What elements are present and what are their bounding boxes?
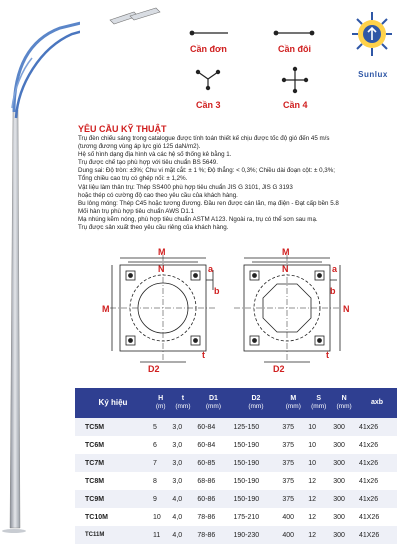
- cell: 4,0: [172, 495, 183, 503]
- cell: 3,0: [172, 459, 183, 467]
- cell-code: TC7M: [85, 459, 105, 467]
- cell-code: TC8M: [85, 477, 105, 485]
- cell: 6: [153, 441, 157, 449]
- cell: 375: [282, 459, 295, 467]
- cell: 300: [333, 441, 345, 449]
- cell: 375: [282, 495, 295, 503]
- requirement-line: Trụ đèn chiếu sáng trong catalogue được tính toán thiết kế chịu được tốc độ gió đến 45 m/s: [78, 135, 330, 142]
- dim-label-t-left: t: [202, 350, 205, 360]
- cell-code: TC11M: [85, 532, 105, 538]
- requirement-line: Trụ được sản xuất theo yêu cầu riêng của khách hàng.: [78, 224, 229, 232]
- cell: 60-85: [197, 459, 216, 467]
- cell: 12: [308, 531, 316, 539]
- dim-label-d2-left: D2: [148, 364, 160, 374]
- cell: 41x26: [359, 459, 379, 467]
- cell-code: TC6M: [85, 441, 105, 449]
- cell: 8: [153, 477, 157, 485]
- cell: 60-84: [197, 423, 216, 431]
- requirement-line: Hệ số hình dạng địa hình và các hệ số thống kê bằng 1.: [78, 151, 232, 159]
- requirement-line: Bu lông móng: Thép C45 hoặc tương đương. Đầu ren được cán lăn, mạ điện - Đạt cấp bền 5.8: [78, 199, 339, 207]
- cell: 300: [333, 477, 345, 485]
- cell: 12: [308, 495, 316, 503]
- requirement-line: Tổng chiều cao trụ có ghép nối: ± 1,2%.: [78, 175, 188, 183]
- cell: 150-190: [233, 441, 260, 449]
- col-header-s: S (mm): [306, 388, 331, 418]
- col-header-code: Ký hiệu: [75, 388, 151, 418]
- cell: 41x26: [359, 423, 379, 431]
- col-header-axb: axb: [357, 388, 397, 418]
- arm-label-double: Cần đôi: [278, 44, 311, 54]
- cell: 4,0: [172, 531, 183, 539]
- cell: 300: [333, 459, 345, 467]
- requirement-line: Vật liệu làm thân trụ: Thép SS400 phù hợp tiêu chuẩn JIS G 3101, JIS G 3193: [78, 183, 293, 191]
- dim-label-t-right: t: [326, 350, 329, 360]
- cell: 41X26: [359, 513, 380, 521]
- cell: 375: [282, 423, 295, 431]
- dim-label-n-side-right: N: [343, 304, 350, 314]
- table-row: [75, 436, 397, 454]
- cell: 10: [308, 441, 316, 449]
- cell: 41x26: [359, 441, 379, 449]
- col-header-n: N (mm): [331, 388, 357, 418]
- cell: 400: [282, 531, 295, 539]
- table-row: [75, 526, 397, 544]
- cell: 60-86: [197, 495, 216, 503]
- requirements-title: YÊU CẦU KỸ THUẬT: [78, 124, 167, 134]
- cell: 41X26: [359, 531, 380, 539]
- col-header-d2: D2 (mm): [231, 388, 280, 418]
- requirement-line: Dung sai: Độ tròn: ±3%; Chu vi mặt cắt: ± 1 %; Độ thẳng: < 0,3%; Chiều dài đoạn cột: ± 0,3%;: [78, 167, 335, 175]
- cell: 41x26: [359, 477, 379, 485]
- cell: 10: [308, 459, 316, 467]
- table-row: [75, 472, 397, 490]
- requirement-line: Mạ nhúng kẽm nóng, phù hợp tiêu chuẩn ASTM A123. Ngoài ra, trụ có thể sơn sau mạ.: [78, 215, 318, 223]
- table-row: [75, 508, 397, 526]
- cell: 190-230: [233, 531, 260, 539]
- table-row: [75, 418, 397, 436]
- cell-code: TC10M: [85, 513, 108, 521]
- col-header-t: t (mm): [170, 388, 195, 418]
- cell: 3,0: [172, 423, 183, 431]
- dim-label-b-left: b: [214, 286, 220, 296]
- cell: 7: [153, 459, 157, 467]
- cell: 150-190: [233, 459, 260, 467]
- cell-code: TC9M: [85, 495, 105, 503]
- cell: 60-84: [197, 441, 216, 449]
- brand-name: Sunlux: [358, 70, 388, 79]
- cell: 41x26: [359, 495, 379, 503]
- cell: 10: [308, 423, 316, 431]
- cell: 400: [282, 513, 295, 521]
- cell: 12: [308, 513, 316, 521]
- requirement-line: Trụ được chế tạo phù hợp với tiêu chuẩn BS 5649.: [78, 159, 218, 167]
- cell: 300: [333, 513, 345, 521]
- dim-label-a-left: a: [208, 264, 214, 274]
- spec-table: [75, 388, 397, 544]
- arm-label-triple: Cần 3: [196, 100, 221, 110]
- cell: 300: [333, 423, 345, 431]
- dim-label-m-left: M: [158, 247, 166, 257]
- requirement-line: (tương đương vùng áp lực gió 125 daN/m2).: [78, 143, 201, 151]
- col-header-m: M (mm): [280, 388, 306, 418]
- cell: 5: [153, 423, 157, 431]
- cell: 78-86: [197, 531, 216, 539]
- dim-label-m-side-left: M: [102, 304, 110, 314]
- cell: 3,0: [172, 441, 183, 449]
- requirement-line: hoặc thép có cường độ cao theo yêu cầu của khách hàng.: [78, 191, 238, 199]
- cell: 175-210: [233, 513, 260, 521]
- cell: 375: [282, 441, 295, 449]
- cell: 3,0: [172, 477, 183, 485]
- cell: 68-86: [197, 477, 216, 485]
- table-row: [75, 454, 397, 472]
- cell: 125-150: [233, 423, 260, 431]
- cell: 78-86: [197, 513, 216, 521]
- cell: 12: [308, 477, 316, 485]
- cell: 10: [153, 513, 161, 521]
- cell: 375: [282, 477, 295, 485]
- cell: 9: [153, 495, 157, 503]
- cell: 150-190: [233, 495, 260, 503]
- dim-label-b-right: b: [330, 286, 336, 296]
- cell: 150-190: [233, 477, 260, 485]
- col-header-d1: D1 (mm): [195, 388, 231, 418]
- dim-label-n-left: N: [158, 264, 165, 274]
- arm-label-single: Cần đơn: [190, 44, 227, 54]
- dim-label-d2-right: D2: [273, 364, 285, 374]
- cell: 4,0: [172, 513, 183, 521]
- table-row: [75, 490, 397, 508]
- dim-label-m-right: M: [282, 247, 290, 257]
- cell: 300: [333, 495, 345, 503]
- dim-label-a-right: a: [332, 264, 338, 274]
- arm-label-quad: Cần 4: [283, 100, 308, 110]
- cell-code: TC5M: [85, 423, 105, 431]
- dim-label-n-right: N: [282, 264, 289, 274]
- cell: 300: [333, 531, 345, 539]
- cell: 11: [153, 531, 161, 539]
- col-header-h: H (m): [151, 388, 170, 418]
- requirement-line: Mối hàn trụ phù hợp tiêu chuẩn AWS D1.1: [78, 207, 194, 215]
- spec-table-header: [75, 388, 397, 418]
